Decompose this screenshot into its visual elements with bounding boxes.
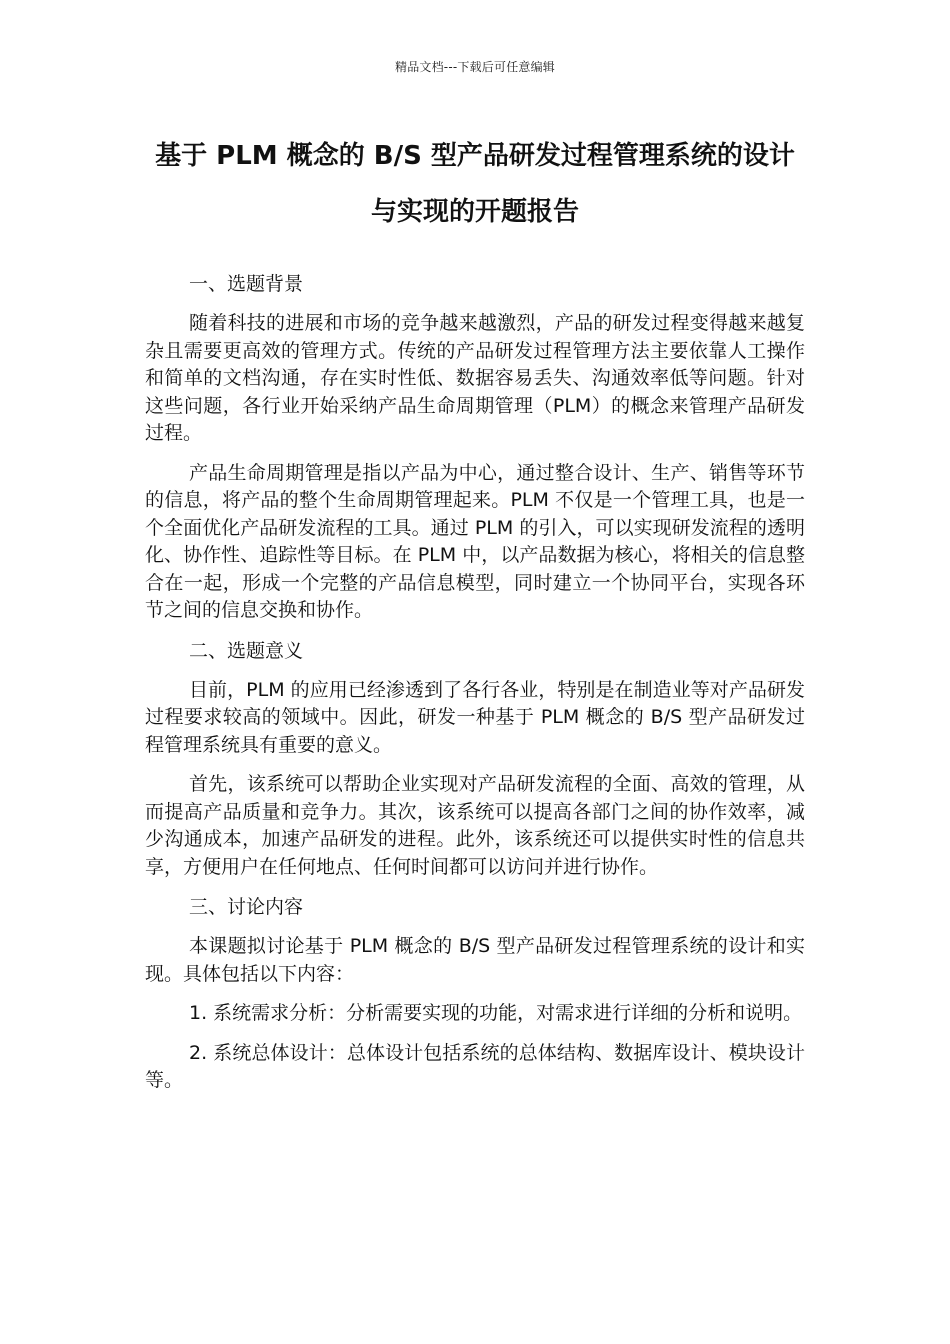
list-item: 1. 系统需求分析：分析需要实现的功能，对需求进行详细的分析和说明。 <box>189 1002 803 1024</box>
section-heading: 三、讨论内容 <box>189 896 304 918</box>
document-title: 基于 PLM 概念的 B/S 型产品研发过程管理系统的设计与实现的开题报告 <box>155 141 795 227</box>
section-heading: 二、选题意义 <box>189 639 304 662</box>
section-significance <box>145 637 805 882</box>
section-research-content <box>145 893 805 1095</box>
list-item: 2. 系统总体设计：总体设计包括系统的总体结构、数据库设计、模块设计等。 <box>145 1041 805 1091</box>
paragraph: 本课题拟讨论基于 PLM 概念的 B/S 型产品研发过程管理系统的设计和实现。具体包括以下内容： <box>145 935 805 985</box>
section-heading: 一、选题背景 <box>189 273 304 295</box>
paragraph: 随着科技的进展和市场的竞争越来越激烈，产品的研发过程变得越来越复杂且需要更高效的管理方式。传统的产品研发过程管理方法主要依靠人工操作和简单的文档沟通，存在实时性低、数据容易丢失、沟通效率低等问题。针对这些问题，各行业开始采纳产品生命周期管理（PLM）的概念来管理产品研发过程。 <box>145 312 805 444</box>
paragraph: 目前，PLM 的应用已经渗透到了各行各业，特别是在制造业等对产品研发过程要求较高的领域中。因此，研发一种基于 PLM 概念的 B/S 型产品研发过程管理系统具有重要的意义。 <box>145 678 805 756</box>
document-body <box>145 270 805 1107</box>
section-background <box>145 270 805 625</box>
header-note: 精品文档---下载后可任意编辑 <box>395 60 555 74</box>
paragraph: 首先，该系统可以帮助企业实现对产品研发流程的全面、高效的管理，从而提高产品质量和竞争力。其次，该系统可以提高各部门之间的协作效率，减少沟通成本，加速产品研发的进程。此外，该系统还可以提供实时性的信息共享，方便用户在任何地点、任何时间都可以访问并进行协作。 <box>145 773 805 878</box>
paragraph: 产品生命周期管理是指以产品为中心，通过整合设计、生产、销售等环节的信息，将产品的整个生命周期管理起来。PLM 不仅是一个管理工具，也是一个全面优化产品研发流程的工具。通过 PLM 的引入，可以实现研发流程的透明化、协作性、追踪性等目标。在 PLM 中，以产品数据为核心，将相关的信息整合在一起，形成一个完整的产品信息模型，同时建立一个协同平台，实现各环节之间的信息交换和协作。 <box>145 461 805 621</box>
